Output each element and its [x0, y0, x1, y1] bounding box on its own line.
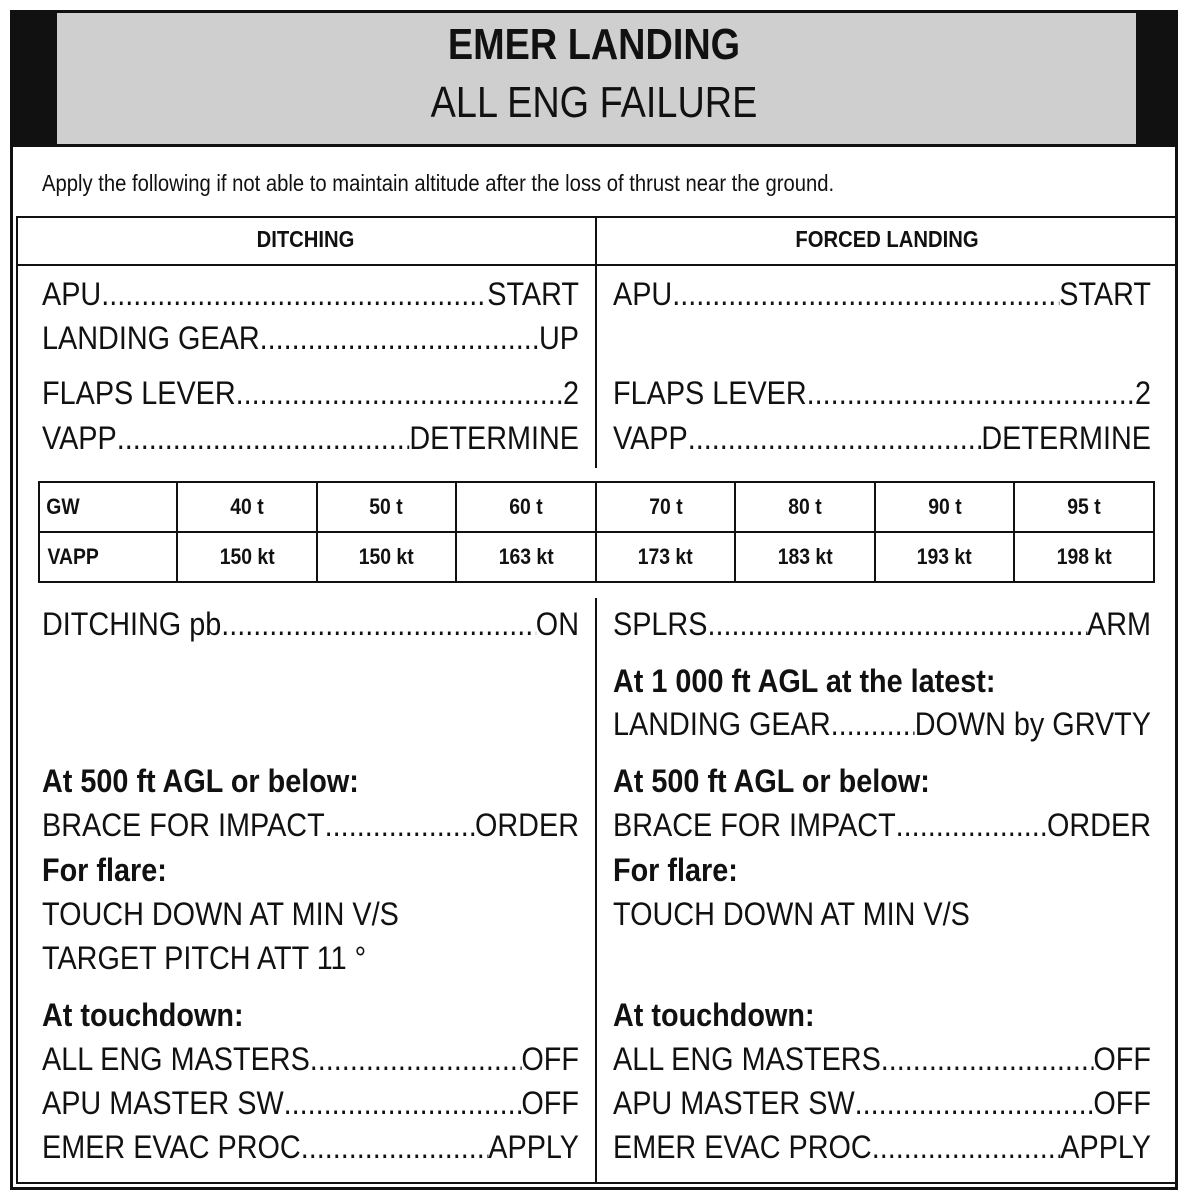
- forced-apu-line: APU ..... START: [613, 276, 1151, 312]
- ditching-apu-line: APU ..... START: [42, 276, 579, 312]
- ditching-eng-masters-line: ALL ENG MASTERS ..... OFF: [42, 1041, 579, 1077]
- forced-vapp-line: VAPP ..... DETERMINE: [613, 420, 1151, 456]
- table-cell: 50 t: [317, 482, 457, 532]
- gw-row: [39, 482, 1154, 532]
- vapp-row-header: VAPP: [39, 532, 177, 582]
- ditching-at-touchdown-heading: At touchdown:: [42, 997, 244, 1033]
- ditching-pitch-text: TARGET PITCH ATT 11 °: [42, 940, 367, 976]
- intro-text: Apply the following if not able to maintain altitude after the loss of thrust near the ground.: [42, 170, 835, 196]
- forced-at500-heading: At 500 ft AGL or below:: [613, 763, 930, 799]
- procedure-subtitle: ALL ENG FAILURE: [430, 78, 758, 127]
- vapp-row: [39, 532, 1154, 582]
- forced-landing-heading: FORCED LANDING: [795, 226, 979, 252]
- gw-row-header: GW: [39, 482, 177, 532]
- ditching-brace-line: BRACE FOR IMPACT ..... ORDER: [42, 807, 579, 843]
- forced-at1000-heading: At 1 000 ft AGL at the latest:: [613, 663, 996, 699]
- table-cell: 95 t: [1014, 482, 1154, 532]
- table-cell: 60 t: [456, 482, 596, 532]
- forced-flare-heading: For flare:: [613, 852, 738, 888]
- forced-touchdown-text: TOUCH DOWN AT MIN V/S: [613, 896, 970, 932]
- forced-gear-line: LANDING GEAR ..... DOWN by GRVTY: [613, 706, 1151, 742]
- forced-brace-line: BRACE FOR IMPACT ..... ORDER: [613, 807, 1151, 843]
- ditching-heading: DITCHING: [256, 226, 355, 252]
- gw-vapp-table: [38, 481, 1155, 583]
- table-cell: 183 kt: [735, 532, 875, 582]
- ditching-pb-line: DITCHING pb ..... ON: [42, 606, 579, 642]
- forced-apu-master-line: APU MASTER SW ..... OFF: [613, 1085, 1151, 1121]
- forced-splrs-line: SPLRS ..... ARM: [613, 606, 1151, 642]
- forced-flaps-line: FLAPS LEVER ..... 2: [613, 375, 1151, 411]
- ditching-evac-line: EMER EVAC PROC ..... APPLY: [42, 1129, 579, 1165]
- table-cell: 40 t: [177, 482, 317, 532]
- column-divider-top: [595, 216, 597, 468]
- ditching-flare-heading: For flare:: [42, 852, 167, 888]
- ditching-gear-line: LANDING GEAR ..... UP: [42, 320, 579, 356]
- ditching-apu-master-line: APU MASTER SW ..... OFF: [42, 1085, 579, 1121]
- ditching-vapp-line: VAPP ..... DETERMINE: [42, 420, 579, 456]
- table-cell: 150 kt: [317, 532, 457, 582]
- forced-eng-masters-line: ALL ENG MASTERS ..... OFF: [613, 1041, 1151, 1077]
- table-cell: 150 kt: [177, 532, 317, 582]
- ditching-touchdown-text: TOUCH DOWN AT MIN V/S: [42, 896, 399, 932]
- ditching-at500-heading: At 500 ft AGL or below:: [42, 763, 359, 799]
- column-divider-bottom: [595, 598, 597, 1182]
- table-cell: 70 t: [596, 482, 736, 532]
- table-cell: 80 t: [735, 482, 875, 532]
- table-cell: 173 kt: [596, 532, 736, 582]
- table-cell: 163 kt: [456, 532, 596, 582]
- ditching-flaps-line: FLAPS LEVER ..... 2: [42, 375, 579, 411]
- procedure-title: EMER LANDING: [447, 20, 741, 69]
- table-cell: 198 kt: [1014, 532, 1154, 582]
- table-cell: 193 kt: [875, 532, 1015, 582]
- table-cell: 90 t: [875, 482, 1015, 532]
- forced-at-touchdown-heading: At touchdown:: [613, 997, 815, 1033]
- forced-evac-line: EMER EVAC PROC ..... APPLY: [613, 1129, 1151, 1165]
